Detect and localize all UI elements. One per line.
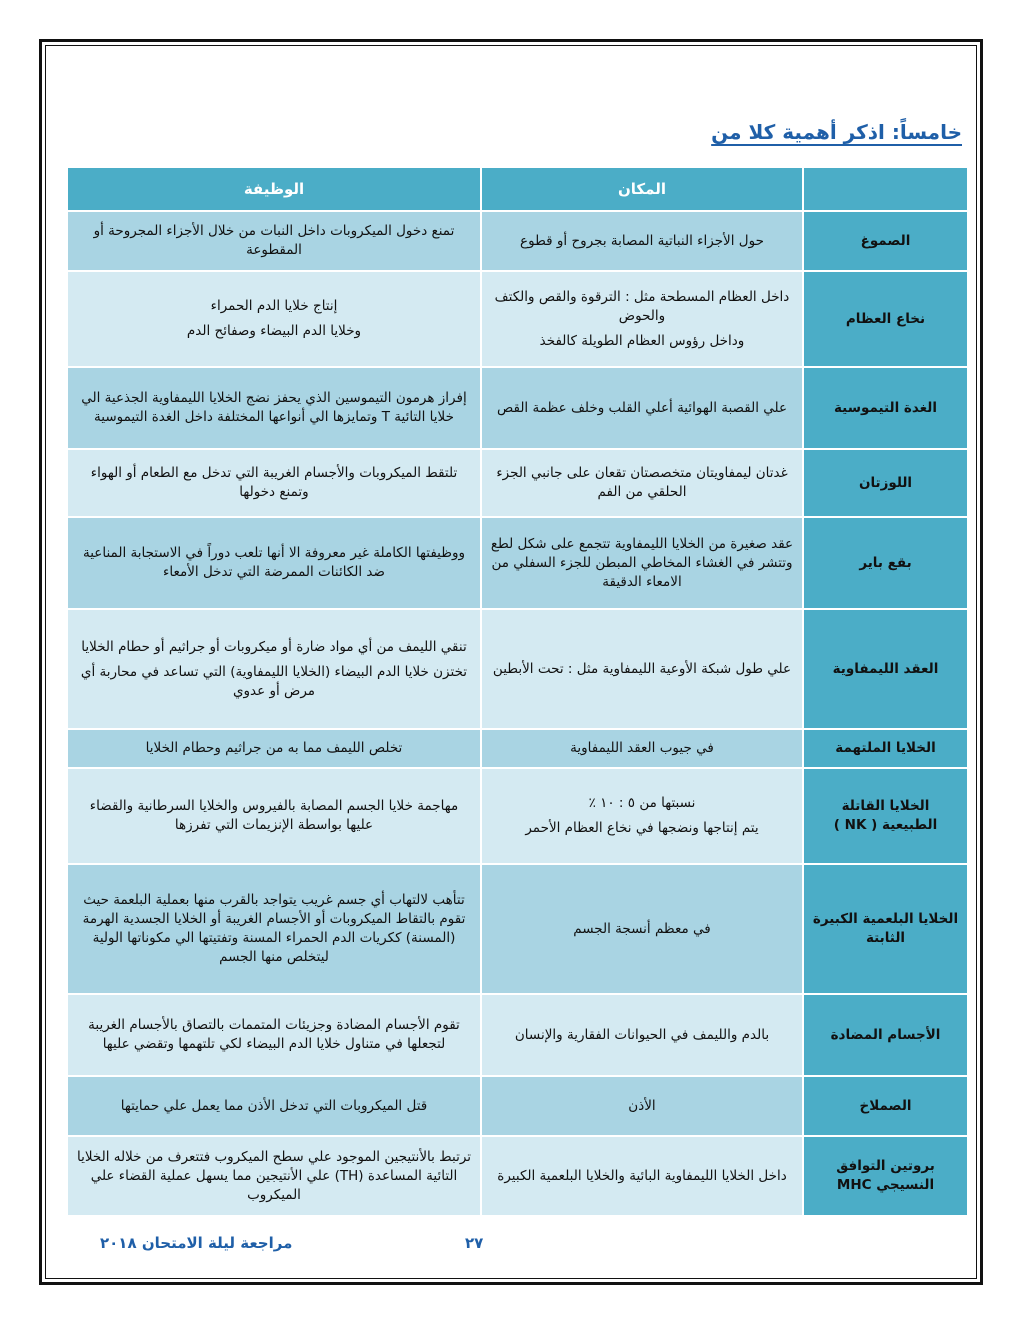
row-label: اللوزتان <box>803 449 968 517</box>
row-label: الغدة التيموسية <box>803 367 968 449</box>
row-function-cell <box>67 768 481 864</box>
function-text: تلتقط الميكروبات والأجسام الغريبة التي تدخل مع الطعام أو الهواء وتمنع دخولها <box>90 465 458 500</box>
row-function-cell <box>67 211 481 271</box>
function-text: وخلايا الدم البيضاء وصفائح الدم <box>186 323 362 339</box>
place-text: غدتان ليمفاويتان متخصصتان تقعان على جانبي الجزء الحلقي من الفم <box>496 465 788 500</box>
header-label <box>803 167 968 211</box>
row-place-cell <box>481 768 803 864</box>
row-label: الخلايا القاتلة الطبيعية ( NK ) <box>803 768 968 864</box>
place-text: يتم إنتاجها ونضجها في نخاع العظام الأحمر <box>525 820 759 836</box>
table-row <box>67 517 968 609</box>
section-heading: خامساً: اذكر أهمية كلا من <box>711 120 962 144</box>
place-text: حول الأجزاء النباتية المصابة بجروح أو قطوع <box>520 232 764 249</box>
row-function-cell <box>67 517 481 609</box>
row-place-cell <box>481 994 803 1076</box>
header-function: الوظيفة <box>67 167 481 211</box>
page-number: ٢٧ <box>465 1234 484 1252</box>
row-place-cell <box>481 211 803 271</box>
table-row <box>67 1076 968 1136</box>
function-text: إفراز هرمون التيموسين الذي يحفز نضج الخلايا الليمفاوية الجذعية الي خلايا التائية T وتمايزها الي أنواعها المختلفة داخل الغدة التيموسية <box>81 390 467 425</box>
place-text: علي طول شبكة الأوعية الليمفاوية مثل : تحت الأبطين <box>492 660 792 677</box>
function-text: إنتاج خلايا الدم الحمراء <box>210 298 338 314</box>
row-label: بروتين التوافق النسيجي MHC <box>803 1136 968 1216</box>
row-place-cell <box>481 271 803 367</box>
table-row <box>67 271 968 367</box>
importance-table <box>66 166 969 1217</box>
row-label: الخلايا البلعمية الكبيرة الثابتة <box>803 864 968 994</box>
function-text: تتأهب لالتهاب أي جسم غريب يتواجد بالقرب منها بعملية البلعمة حيث تقوم بالتقاط الميكروبات أو الأجسام الغريبة أو الخلايا الجسدية الهرمة (المسنة) ككريات الدم الحمراء المسنة وتفتيتها الي مكوناتها الولية ليتخلص منها الجسم <box>82 892 466 965</box>
row-label: بقع باير <box>803 517 968 609</box>
row-place-cell <box>481 864 803 994</box>
function-text: تختزن خلايا الدم البيضاء (الخلايا الليمفاوية) التي تساعد في محاربة أي مرض أو عدوي <box>80 663 468 699</box>
table-row <box>67 768 968 864</box>
row-label: العقد الليمفاوية <box>803 609 968 729</box>
table-row <box>67 609 968 729</box>
row-function-cell <box>67 1076 481 1136</box>
place-text: الأذن <box>628 1097 656 1114</box>
row-function-cell <box>67 729 481 768</box>
place-text: داخل العظام المسطحة مثل : الترقوة والقص والكتف والحوض <box>494 288 790 324</box>
row-function-cell <box>67 449 481 517</box>
row-label: الصملاخ <box>803 1076 968 1136</box>
row-label: الأجسام المضادة <box>803 994 968 1076</box>
function-text: تخلص الليمف مما به من جراثيم وحطام الخلايا <box>145 740 403 756</box>
row-function-cell <box>67 367 481 449</box>
place-text: وداخل رؤوس العظام الطويلة كالفخذ <box>539 332 745 349</box>
function-text: تقوم الأجسام المضادة وجزيئات المتممات بالتصاق بالأجسام الغريبة لتجعلها في متناول خلايا الدم البيضاء لكي تلتهمها وتقضي عليها <box>88 1017 460 1052</box>
row-function-cell <box>67 1136 481 1216</box>
header-place: المكان <box>481 167 803 211</box>
footer-title: مراجعة ليلة الامتحان ٢٠١٨ <box>100 1234 293 1252</box>
row-function-cell <box>67 271 481 367</box>
row-function-cell <box>67 994 481 1076</box>
table-row <box>67 864 968 994</box>
row-function-cell <box>67 864 481 994</box>
function-text: تنقي الليمف من أي مواد ضارة أو ميكروبات أو جراثيم أو حطام الخلايا <box>81 638 467 655</box>
row-label: الخلايا الملتهمة <box>803 729 968 768</box>
table-row <box>67 1136 968 1216</box>
function-text: تمنع دخول الميكروبات داخل النبات من خلال الأجزاء المجروحة أو المقطوعة <box>93 223 455 258</box>
row-label: الصموغ <box>803 211 968 271</box>
row-function-cell <box>67 609 481 729</box>
function-text: قتل الميكروبات التي تدخل الأذن مما يعمل علي حمايتها <box>120 1097 428 1114</box>
place-text: داخل الخلايا الليمفاوية البائية والخلايا البلعمية الكبيرة <box>497 1167 787 1184</box>
row-place-cell <box>481 367 803 449</box>
function-text: مهاجمة خلايا الجسم المصابة بالفيروس والخلايا السرطانية والقضاء عليها بواسطة الإنزيمات التي تفرزها <box>89 798 459 833</box>
function-text: ترتبط بالأنتيجين الموجود علي سطح الميكروب فتتعرف من خلاله الخلايا التائية المساعدة (TH) علي الأنتيجين مما يسهل عملية القضاء علي الميكروب <box>76 1148 472 1203</box>
table-row <box>67 994 968 1076</box>
row-place-cell <box>481 449 803 517</box>
place-text: بالدم والليمف في الحيوانات الفقارية والإنسان <box>514 1026 770 1043</box>
row-label: نخاع العظام <box>803 271 968 367</box>
row-place-cell <box>481 1136 803 1216</box>
row-place-cell <box>481 517 803 609</box>
function-text: ووظيفتها الكاملة غير معروفة الا أنها تلعب دوراً في الاستجابة المناعية ضد الكائنات الممرضة التي تدخل الأمعاء <box>82 545 466 580</box>
table-row <box>67 449 968 517</box>
table-row <box>67 211 968 271</box>
place-text: نسبتها من ٥ : ١٠ ٪ <box>588 795 696 811</box>
table-row <box>67 367 968 449</box>
place-text: في جيوب العقد الليمفاوية <box>570 740 714 756</box>
row-place-cell <box>481 609 803 729</box>
row-place-cell <box>481 729 803 768</box>
place-text: عقد صغيرة من الخلايا الليمفاوية تتجمع على شكل لطع وتتشر في الغشاء المخاطي المبطن للجزء السفلي من الامعاء الدقيقة <box>490 535 794 590</box>
table-header-row <box>67 167 968 211</box>
row-place-cell <box>481 1076 803 1136</box>
place-text: علي القصبة الهوائية أعلي القلب وخلف عظمة القص <box>496 399 788 416</box>
place-text: في معظم أنسجة الجسم <box>573 920 711 937</box>
table-row <box>67 729 968 768</box>
